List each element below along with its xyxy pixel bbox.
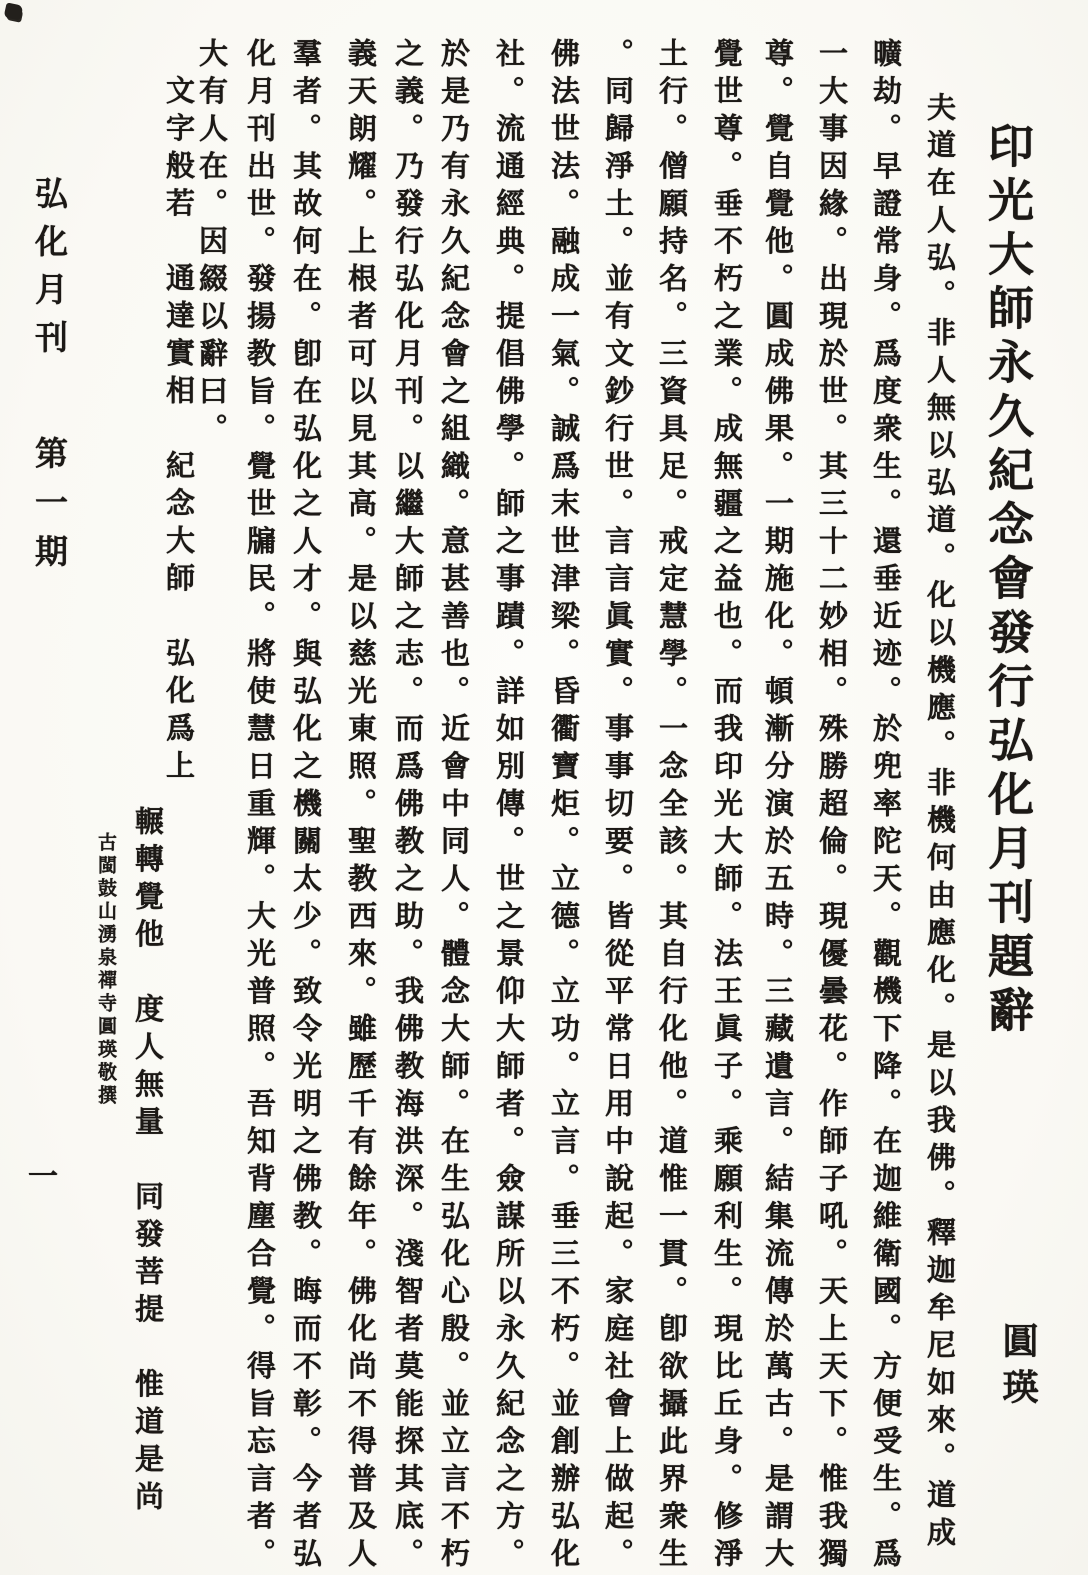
- body-column: 曠劫。早證常身。爲度衆生。還垂近迹。於兜率陀天。觀機下降。在迦維衛國。方便受生。爲: [869, 38, 901, 1575]
- body-column: 土行。僧願持名。三資具足。戒定慧學。一念全該。其自行化他。道惟一貫。卽欲攝此界衆生: [655, 38, 687, 1575]
- signature: 古閩鼓山湧泉禪寺圓瑛敬撰: [95, 832, 116, 1108]
- body-column: 一大事因緣。出現於世。其三十二妙相。殊勝超倫。現優曇花。作師子吼。天上天下。惟我獨: [815, 38, 847, 1575]
- verse-column: 文字般若 通達實相 紀念大師 弘化爲上: [162, 75, 194, 788]
- body-column: 夫道在人弘。非人無以弘道。化以機應。非機何由應化。是以我佛。釋迦牟尼如來。道成: [923, 92, 955, 1555]
- body-column: 佛法世法。融成一氣。誠爲末世津梁。昏衢寶炬。立德。立功。立言。垂三不朽。並創辦弘化: [547, 38, 579, 1575]
- journal-name: 弘化月刊: [30, 176, 66, 368]
- scan-ink-artifact: [4, 2, 24, 20]
- issue-number: 第一期: [30, 436, 66, 583]
- body-column: 之義。乃發行弘化月刊。以繼大師之志。而爲佛教之助。我佛教海洪深。淺智者莫能探其底。: [391, 38, 423, 1575]
- page-title: 印光大師永久紀念會發行弘化月刊題辭: [982, 122, 1033, 1040]
- body-column: 羣者。其故何在。卽在弘化之人才。與弘化之機關太少。致令光明之佛教。晦而不彰。今者弘: [289, 38, 321, 1575]
- verse-column: 輾轉覺他 度人無量 同發菩提 惟道是尚: [131, 806, 163, 1519]
- body-column: 社。流通經典。提倡佛學。師之事蹟。詳如別傳。世之景仰大師者。僉謀所以永久紀念之方。: [492, 38, 524, 1575]
- body-column: 。同歸淨土。並有文鈔行世。言言眞實。事事切要。皆從平常日用中說起。家庭社會上做起。: [601, 38, 633, 1575]
- body-column: 覺世尊。垂不朽之業。成無疆之益也。而我印光大師。法王眞子。乘願利生。現比丘身。修淨: [710, 38, 742, 1575]
- body-column: 義天朗耀。上根者可以見其高。是以慈光東照。聖教西來。雖歷千有餘年。佛化尚不得普及人: [344, 38, 376, 1575]
- body-column: 大有人在。因綴以辭曰。: [195, 38, 227, 451]
- body-column: 尊。覺自覺他。圓成佛果。一期施化。頓漸分演於五時。三藏遺言。結集流傳於萬古。是謂大: [761, 38, 793, 1575]
- body-column: 於是乃有永久紀念會之組織。意甚善也。近會中同人。體念大師。在生弘化心殷。並立言不朽: [437, 38, 469, 1575]
- author-name: 圓瑛: [998, 1322, 1038, 1414]
- body-column: 化月刊出世。發揚教旨。覺世牖民。將使慧日重輝。大光普照。吾知背塵合覺。得旨忘言者。: [243, 38, 275, 1575]
- page-number: 一: [23, 1160, 56, 1196]
